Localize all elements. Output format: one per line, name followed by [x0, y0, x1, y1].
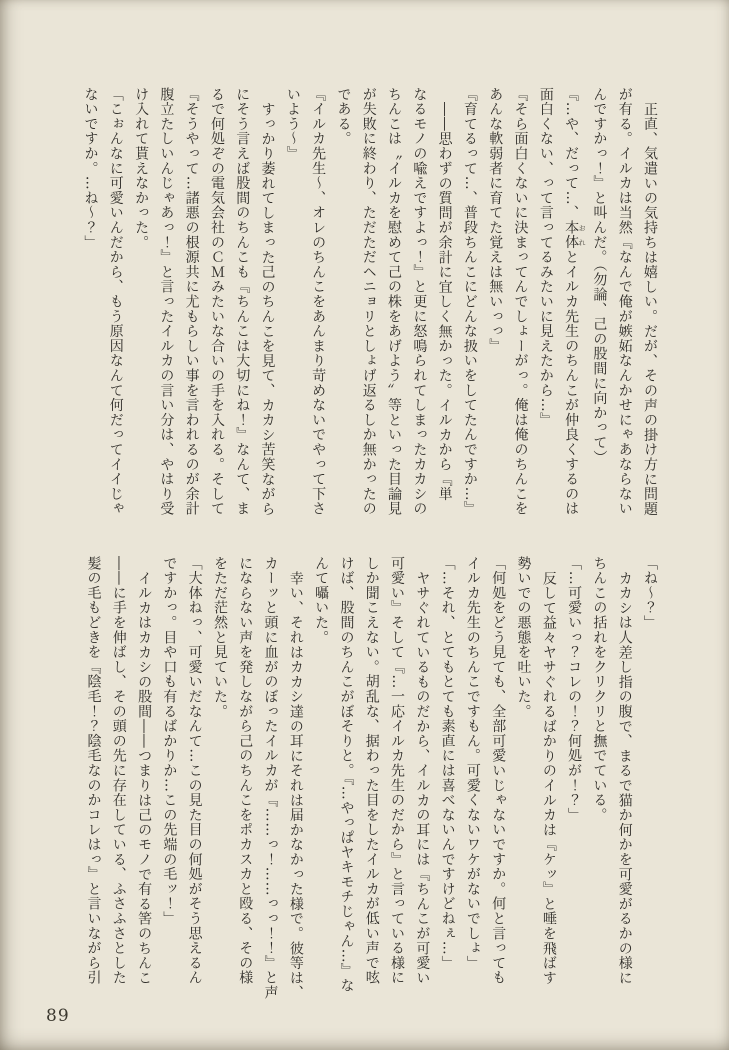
text-column: んですかっ！』と叫んだ。（勿論、己の股間に向かって） — [591, 87, 608, 465]
text-column: 「こぉんなに可愛いんだから、もう原因なんて何だってイイじゃ — [107, 87, 124, 517]
text-block-upper — [57, 87, 662, 521]
text-column: イルカはカカシの股間――つまりは己のモノで有る筈のちんこ — [136, 571, 153, 986]
text-column: なるモノの喩えですよっ！』と更に怒鳴られてしまったカカシの — [411, 87, 428, 517]
text-column: ないですか。…ね〜？」 — [82, 87, 99, 250]
text-column: カーッと頭に血がのぼったイルカが『……っ！……っっ！！』と声 — [262, 556, 279, 1000]
text-column: にそう言えば股間のちんこも『ちんこは大切にね！』なんて、ま — [234, 87, 251, 517]
text-column: が有る。イルカは当然『なんで俺が嫉妬なんかせにゃあならない — [616, 87, 633, 517]
text-column: 反して益々ヤサぐれるばかりのイルカは『ケッ』と唾を飛ばす — [540, 571, 557, 986]
text-column: 『…や、だって…、本体 おれとイルカ先生のちんこが仲良くするのは — [563, 87, 587, 517]
text-column: イルカ先生のちんこですもん。可愛くないワケがないでしょ」 — [464, 556, 481, 971]
text-column: 「何処をどう見ても、全部可愛いじゃないですか。何と言っても — [490, 556, 507, 986]
text-column: である。 — [335, 87, 352, 147]
text-column: 「…可愛いっ？コレの！？何処が！？」 — [566, 556, 583, 823]
text-column: カカシは人差し指の腹で、まるで猫か何かを可愛がるかの様に — [616, 571, 633, 986]
text-block-lower — [57, 556, 662, 1002]
text-column: 面白くない、って言ってるみたいに見えたから…』 — [537, 87, 554, 428]
text-column: にならない声を発しながら己のちんこをポカスカと殴る、その様 — [237, 556, 254, 986]
text-column: 可愛い』そして『…一応イルカ先生のだから』と言っている様に — [389, 556, 406, 986]
text-column: 『そら面白くないに決まってんでしょーがっ。俺は俺のちんこを — [512, 87, 529, 517]
text-column: あんな軟弱者に育てた覚えは無いっっ』 — [487, 87, 504, 354]
page-number: 89 — [46, 1006, 70, 1026]
text-column: 腹立たしいんじゃあっ！』と言ったイルカの言い分は、やはり受 — [158, 87, 175, 517]
text-column: 幸い、それはカカシ達の耳にそれは届かなかった様で。彼等は、 — [287, 571, 304, 1001]
text-column: ちんこの括れをクリクリと撫でている。 — [591, 556, 608, 823]
text-column: いよう〜』 — [284, 87, 301, 161]
text-column: 髪の毛もどきを『陰毛！？陰毛なのかコレはっ』と言いながら引 — [85, 556, 102, 986]
text-column: 正直、気遣いの気持ちは嬉しい。だが、その声の掛け方に問題 — [642, 102, 658, 517]
text-column: ですかっ。目や口も有るばかりか…この先端の毛ッ！」 — [161, 556, 178, 926]
text-column: け入れて貰えなかった。 — [133, 87, 150, 250]
text-column: けば、股間のちんこがぼそりと。『…やっぱヤキモチじゃん…』な — [338, 556, 355, 993]
text-column: ――思わずの質問が余計に宜しく無かった。イルカから『単 — [436, 102, 453, 502]
text-column: んて囁いた。 — [313, 556, 330, 645]
text-column: ヤサぐれているものだから、イルカの耳には『ちんこが可愛い — [414, 571, 431, 986]
text-column: しか聞こえない。胡乱な、据わった目をしたイルカが低い声で呟 — [363, 556, 380, 986]
text-column: 「…それ、とてもとても素直には喜べないんですけどねぇ…」 — [439, 556, 456, 971]
text-column: 勢いでの悪態を吐いた。 — [515, 556, 532, 719]
text-column: 『育てるって…、普段ちんこにどんな扱いをしてたんですか…』 — [461, 87, 478, 517]
text-column: が失敗に終わり、ただただヘニョリとしょげ返るしか無かったの — [360, 87, 377, 517]
text-column: 『そうやって…諸悪の根源共に尤もらしい事を言われるのが余計 — [183, 87, 200, 517]
text-column: 「大体ねっ、可愛いだなんて…この見た目の何処がそう思えるん — [186, 556, 203, 986]
text-column: 「ね〜？」 — [642, 556, 658, 630]
text-column: ちんこは〝イルカを慰めて己の株をあげよう〟等といった目論見 — [386, 87, 403, 517]
text-column: 『イルカ先生〜、オレのちんこをあんまり苛めないでやって下さ — [310, 87, 327, 517]
text-column: をただ茫然と見ていた。 — [211, 556, 228, 719]
text-column: ――に手を伸ばし、その頭の先に存在している、ふさふさとした — [110, 556, 127, 986]
text-column: るで何処ぞの電気会社のＣＭみたいな合いの手を入れる。そして — [208, 87, 225, 517]
text-column: すっかり萎れてしまった己のちんこを見て、カカシ苦笑ながら — [259, 102, 276, 517]
